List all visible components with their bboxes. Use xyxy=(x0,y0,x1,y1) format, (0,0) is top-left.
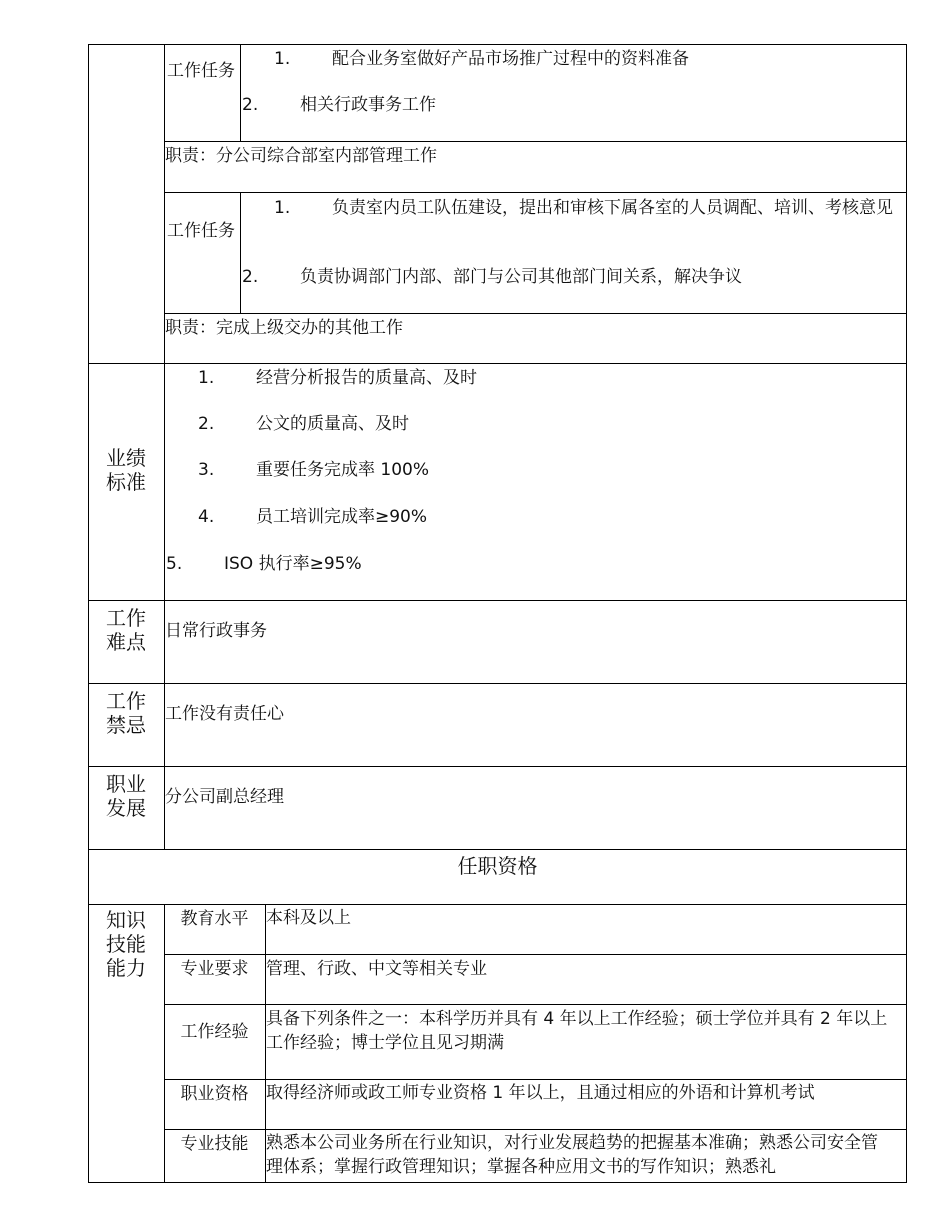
table-left-border xyxy=(88,44,89,1183)
task-label-a: 工作任务 xyxy=(167,61,235,81)
row-line xyxy=(164,1129,907,1130)
table-right-border xyxy=(906,44,907,1183)
row-line xyxy=(164,313,907,314)
performance-item-4-num: 4. xyxy=(198,507,215,527)
task-label-b: 工作任务 xyxy=(167,221,235,241)
task-a-divider xyxy=(240,44,241,142)
career-label: 职业发展 xyxy=(106,772,146,820)
duty-b: 职责：分公司综合部室内部管理工作 xyxy=(165,146,437,166)
qual-label-experience: 工作经验 xyxy=(180,1022,249,1042)
performance-item-5-text: ISO 执行率≥95% xyxy=(224,554,362,574)
qual-label-certification: 职业资格 xyxy=(180,1084,249,1104)
qual-value-major: 管理、行政、中文等相关专业 xyxy=(266,959,487,979)
performance-label: 业绩标准 xyxy=(106,446,146,494)
performance-item-2 xyxy=(198,412,409,436)
row-line xyxy=(88,904,907,905)
task-a-item-2-num: 2. xyxy=(242,95,259,115)
row-line xyxy=(164,1079,907,1080)
row-line xyxy=(88,600,907,601)
qual-value-education: 本科及以上 xyxy=(266,908,351,928)
task-a-item-1-text: 配合业务室做好产品市场推广过程中的资料准备 xyxy=(332,49,689,69)
qual-label-skills: 专业技能 xyxy=(180,1134,249,1154)
row-line xyxy=(88,363,907,364)
performance-item-4 xyxy=(198,505,427,529)
performance-item-5-num: 5. xyxy=(166,554,183,574)
qual-value-experience: 具备下列条件之一：本科学历并具有 4 年以上工作经验；硕士学位并具有 2 年以上工作经验；博士学位且见习期满 xyxy=(266,1009,888,1053)
performance-item-2-num: 2. xyxy=(198,414,215,434)
row-line xyxy=(88,683,907,684)
task-a-item-2 xyxy=(242,93,436,117)
qual-value-certification: 取得经济师或政工师专业资格 1 年以上，且通过相应的外语和计算机考试 xyxy=(266,1083,815,1103)
taboo-value: 工作没有责任心 xyxy=(165,704,284,724)
task-a-item-1 xyxy=(274,47,689,71)
row-line xyxy=(164,141,907,142)
qual-label-education: 教育水平 xyxy=(180,909,249,929)
performance-item-3-text: 重要任务完成率 100% xyxy=(256,460,430,480)
performance-item-5 xyxy=(166,552,362,576)
table-top-border xyxy=(88,44,907,45)
duty-c: 职责：完成上级交办的其他工作 xyxy=(165,318,403,338)
task-b-item-2 xyxy=(242,265,742,289)
qual-value-skills: 熟悉本公司业务所在行业知识，对行业发展趋势的把握基本准确；熟悉公司安全管理体系；掌握行政管理知识；掌握各种应用文书的写作知识；熟悉礼 xyxy=(266,1133,878,1177)
table-bottom-border xyxy=(88,1182,907,1183)
row-line xyxy=(88,766,907,767)
performance-item-2-text: 公文的质量高、及时 xyxy=(256,414,409,434)
task-b-item-1-num: 1. xyxy=(274,198,291,218)
task-a-item-1-num: 1. xyxy=(274,49,291,69)
task-b-item-1 xyxy=(274,196,900,220)
task-b-divider xyxy=(240,192,241,314)
task-a-item-2-text: 相关行政事务工作 xyxy=(300,95,436,115)
performance-item-3-num: 3. xyxy=(198,460,215,480)
row-line xyxy=(164,192,907,193)
qual-label-major: 专业要求 xyxy=(180,959,249,979)
qualification-group-label: 知识技能能力 xyxy=(106,908,146,980)
label-column-divider-lower xyxy=(164,904,165,1183)
performance-item-4-text: 员工培训完成率≥90% xyxy=(256,507,428,527)
qualification-header: 任职资格 xyxy=(457,854,538,878)
row-line xyxy=(88,849,907,850)
career-value: 分公司副总经理 xyxy=(165,787,284,807)
performance-item-1 xyxy=(198,366,477,390)
performance-item-3 xyxy=(198,458,429,482)
difficulty-label: 工作难点 xyxy=(106,606,146,654)
task-b-item-2-text: 负责协调部门内部、部门与公司其他部门间关系，解决争议 xyxy=(300,267,742,287)
row-line xyxy=(164,954,907,955)
taboo-label: 工作禁忌 xyxy=(106,689,146,737)
performance-item-1-num: 1. xyxy=(198,368,215,388)
task-b-item-1-text: 负责室内员工队伍建设，提出和审核下属各室的人员调配、培训、考核意见 xyxy=(332,198,893,218)
row-line xyxy=(164,1004,907,1005)
performance-item-1-text: 经营分析报告的质量高、及时 xyxy=(256,368,477,388)
difficulty-value: 日常行政事务 xyxy=(165,621,267,641)
task-b-item-2-num: 2. xyxy=(242,267,259,287)
